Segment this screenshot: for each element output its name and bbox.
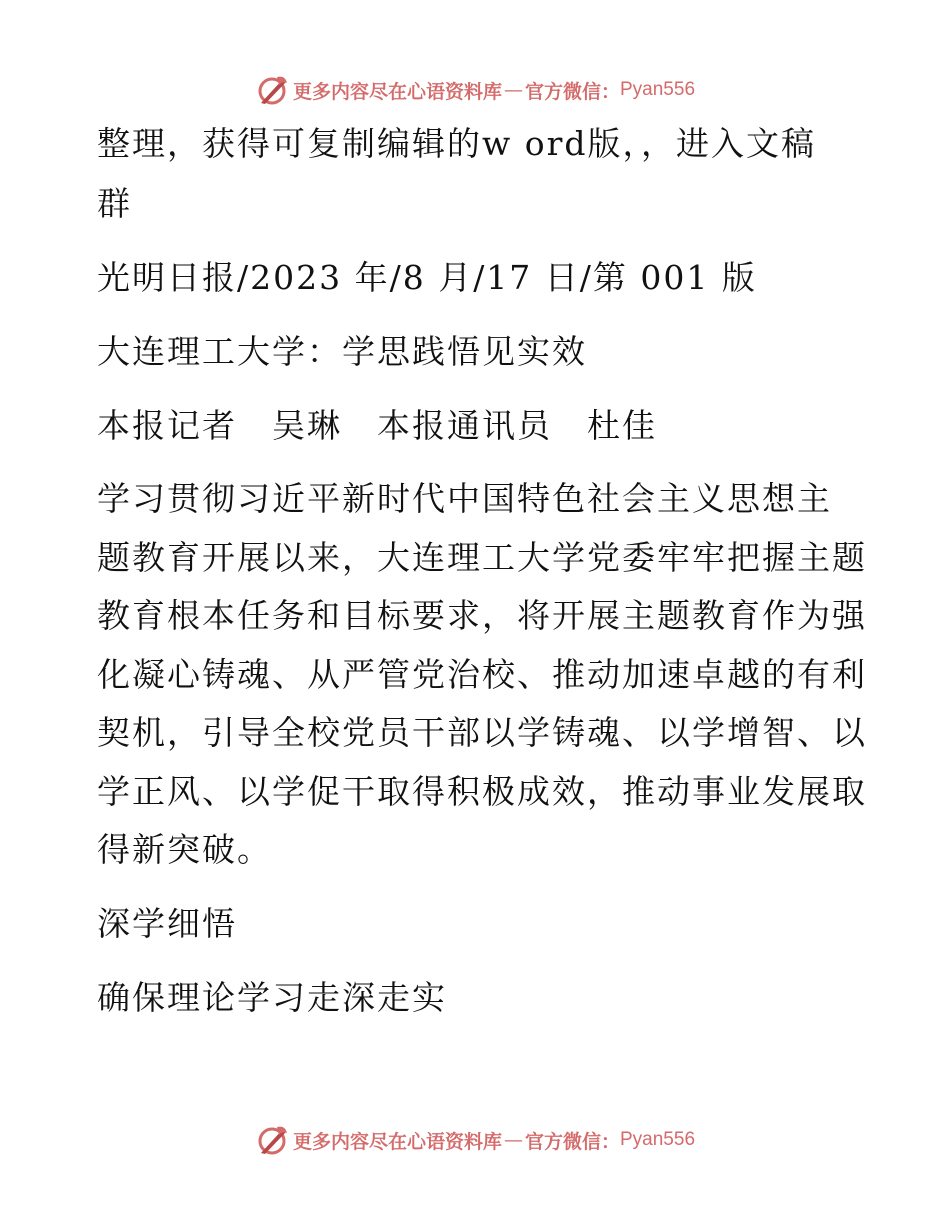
watermark-banner-top <box>0 70 950 110</box>
watermark-text: 更多内容尽在心语资料库 <box>292 80 502 103</box>
intro-line-2: 群 <box>97 184 132 223</box>
watermark-banner-bottom <box>0 1120 950 1160</box>
body-line: 题教育开展以来，大连理工大学党委牢牢把握主题 <box>97 537 867 577</box>
body-line: 学习贯彻习近平新时代中国特色社会主义思想主 <box>97 479 832 518</box>
source-line: 光明日报/2023 年/8 月/17 日/第 001 版 <box>97 258 757 297</box>
body-line: 教育根本任务和目标要求，将开展主题教育作为强 <box>97 596 867 635</box>
quill-logo-icon <box>255 73 289 107</box>
section-subtitle: 确保理论学习走深走实 <box>97 978 447 1017</box>
body-line: 契机，引导全校党员干部以学铸魂、以学增智、以 <box>97 713 867 752</box>
intro-line-1: 整理，获得可复制编辑的w ord版，，进入文稿 <box>97 124 817 163</box>
byline: 本报记者 吴琳 本报通讯员 杜佳 <box>97 406 657 445</box>
watermark-wechat-label: 官方微信： <box>524 80 620 103</box>
watermark-dash: — <box>503 79 523 101</box>
section-title: 深学细悟 <box>97 904 237 943</box>
headline: 大连理工大学：学思践悟见实效 <box>97 332 587 371</box>
watermark-dash: — <box>503 1129 523 1151</box>
watermark-wechat-id: Pyan556 <box>620 79 696 100</box>
body-line: 得新突破。 <box>97 830 272 869</box>
quill-logo-icon <box>255 1123 289 1157</box>
body-line: 化凝心铸魂、从严管党治校、推动加速卓越的有利 <box>97 654 867 694</box>
watermark-wechat-id: Pyan556 <box>620 1129 696 1150</box>
watermark-text: 更多内容尽在心语资料库 <box>292 1130 502 1153</box>
body-paragraph <box>97 470 867 880</box>
watermark-wechat-label: 官方微信： <box>524 1130 620 1153</box>
body-line: 学正风、以学促干取得积极成效，推动事业发展取 <box>97 771 867 811</box>
